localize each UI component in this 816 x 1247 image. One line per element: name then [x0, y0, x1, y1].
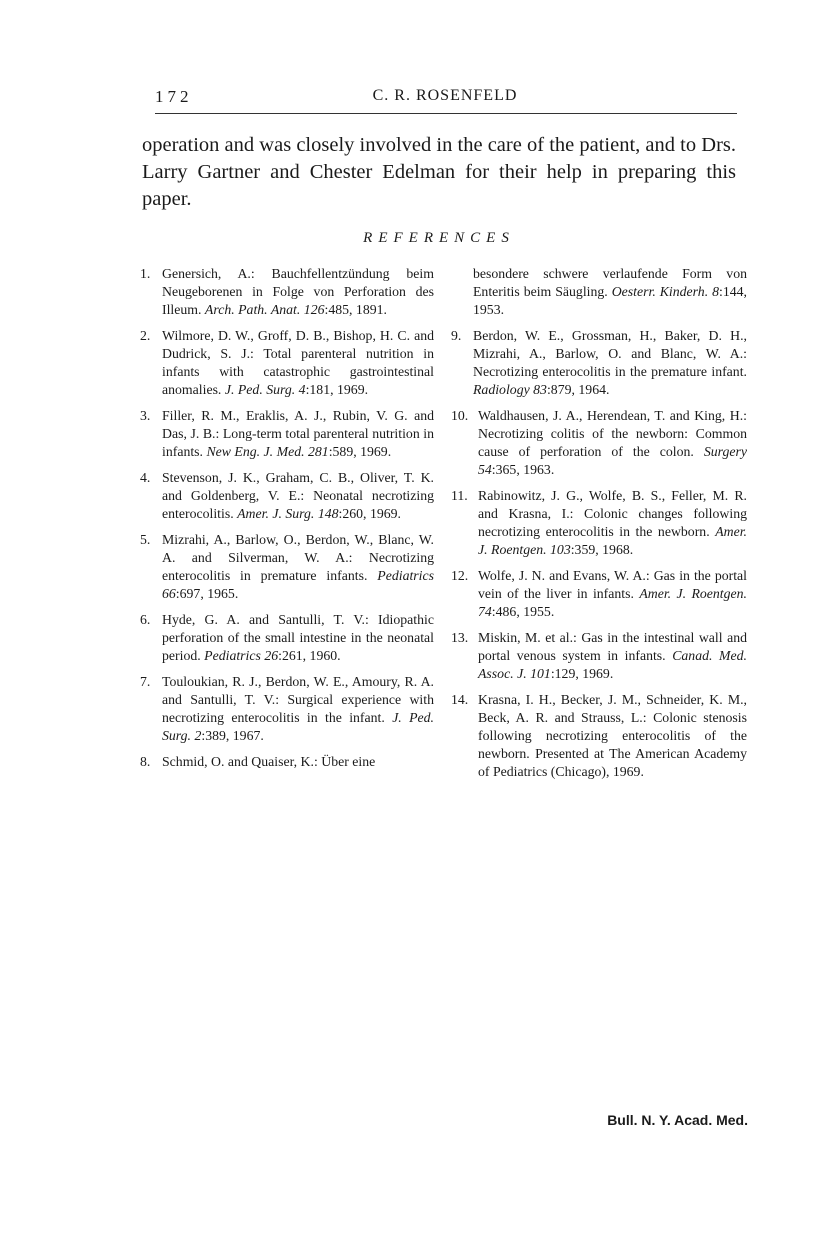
- references-heading: REFERENCES: [363, 230, 515, 246]
- reference-item: 14. Krasna, I. H., Becker, J. M., Schneider, K. M., Beck, A. R. and Strauss, L.: Colonic stenosis following necrotizing enterocolitis of the newborn. Presented at The American Academy of Pediatrics (Chicago), 1969.: [451, 692, 747, 779]
- reference-item: 11. Rabinowitz, J. G., Wolfe, B. S., Feller, M. R. and Krasna, I.: Colonic changes following necrotizing enterocolitis in the newborn. Amer. J. Roentgen. 103:359, 1968.: [451, 488, 747, 557]
- page-header: [155, 87, 735, 111]
- reference-item: 6. Hyde, G. A. and Santulli, T. V.: Idiopathic perforation of the small intestine in the neonatal period. Pediatrics 26:261, 1960.: [140, 612, 434, 663]
- header-rule: [155, 113, 737, 114]
- reference-item: 2. Wilmore, D. W., Groff, D. B., Bishop, H. C. and Dudrick, S. J.: Total parenteral nutrition in infants with catastrophic gastrointestinal anomalies. J. Ped. Surg. 4:181, 1969.: [140, 328, 434, 397]
- reference-item: 7. Touloukian, R. J., Berdon, W. E., Amoury, R. A. and Santulli, T. V.: Surgical experience with necrotizing enterocolitis in the infant. J. Ped. Surg. 2:389, 1967.: [140, 674, 434, 743]
- reference-item: 4. Stevenson, J. K., Graham, C. B., Oliver, T. K. and Goldenberg, V. E.: Neonatal necrotizing enterocolitis. Amer. J. Surg. 148:260, 1969.: [140, 470, 434, 521]
- reference-item: 12. Wolfe, J. N. and Evans, W. A.: Gas in the portal vein of the liver in infants. Amer. J. Roentgen. 74:486, 1955.: [451, 568, 747, 619]
- reference-continuation: besondere schwere verlaufende Form von Enteritis beim Säugling. Oesterr. Kinderh. 8:144, 1953.: [473, 266, 747, 317]
- reference-item: 8. Schmid, O. and Quaiser, K.: Über eine: [140, 754, 376, 769]
- body-paragraph: operation and was closely involved in the care of the patient, and to Drs. Larry Gartner and Chester Edelman for their help in preparing this paper.: [142, 134, 736, 210]
- reference-item: 3. Filler, R. M., Eraklis, A. J., Rubin, V. G. and Das, J. B.: Long-term total parenteral nutrition in infants. New Eng. J. Med. 281:589, 1969.: [140, 408, 434, 459]
- reference-item: 9. Berdon, W. E., Grossman, H., Baker, D. H., Mizrahi, A., Barlow, O. and Blanc, W. A.: Necrotizing enterocolitis in the premature infant. Radiology 83:879, 1964.: [451, 328, 747, 397]
- page-number: 172: [155, 87, 193, 106]
- reference-item: 1. Genersich, A.: Bauchfellentzündung beim Neugeborenen in Folge von Perforation des Illeum. Arch. Path. Anat. 126:485, 1891.: [140, 266, 434, 317]
- journal-footer: Bull. N. Y. Acad. Med.: [607, 1112, 748, 1128]
- reference-item: 10. Waldhausen, J. A., Herendean, T. and King, H.: Necrotizing colitis of the newborn: Common cause of perforation of the colon. Surgery 54:365, 1963.: [451, 408, 747, 477]
- reference-item: 13. Miskin, M. et al.: Gas in the intestinal wall and portal venous system in infants. Canad. Med. Assoc. J. 101:129, 1969.: [451, 630, 747, 681]
- references-column-right: [451, 265, 747, 789]
- references-column-left: [140, 265, 434, 779]
- running-title: C. R. ROSENFELD: [372, 87, 518, 104]
- reference-item: 5. Mizrahi, A., Barlow, O., Berdon, W., Blanc, W. A. and Silverman, W. A.: Necrotizing enterocolitis in premature infants. Pediatrics 66:697, 1965.: [140, 532, 434, 601]
